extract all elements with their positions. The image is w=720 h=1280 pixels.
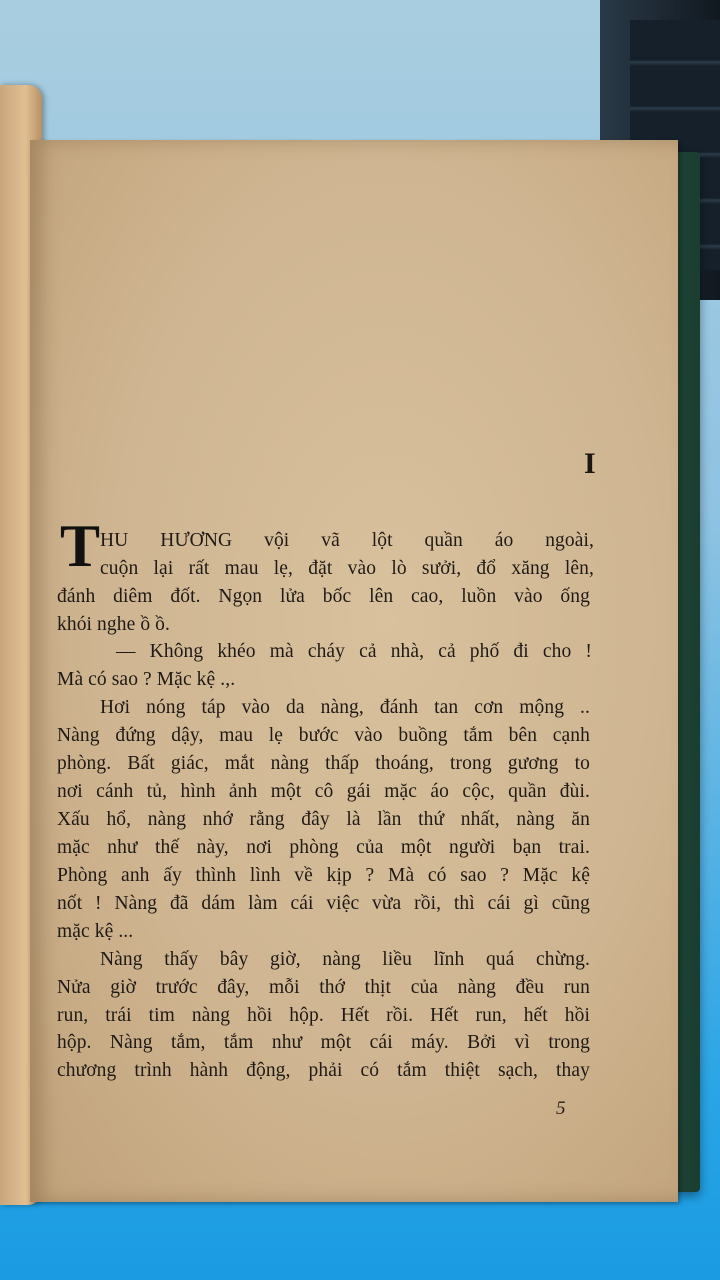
text-line: chương trình hành động, phải có tắm thiệt sạch, thay [57, 1060, 590, 1081]
text-line: Nàng đứng dậy, mau lẹ bước vào buồng tắm bên cạnh [57, 725, 590, 746]
text-line: phòng. Bất giác, mắt nàng thấp thoáng, trong gương to [57, 753, 590, 774]
text-line: Nửa giờ trước đây, mỗi thớ thịt của nàng đều run [57, 977, 590, 998]
page-number: 5 [556, 1098, 566, 1119]
text-line: Nàng thấy bây giờ, nàng liều lĩnh quá chừng. [100, 949, 590, 970]
text-line: mặc như thế này, nơi phòng của một người bạn trai. [57, 837, 590, 858]
text-line: hộp. Nàng tắm, tắm như một cái máy. Bởi vì trong [57, 1032, 590, 1053]
text-line: Hơi nóng táp vào da nàng, đánh tan cơn mộng .. [100, 697, 590, 718]
drop-cap: T [60, 513, 101, 579]
text-line: — Không khéo mà cháy cả nhà, cả phố đi cho ! [116, 641, 592, 662]
text-line: khói nghe ồ ồ. [57, 614, 170, 635]
text-line: Xấu hổ, nàng nhớ rằng đây là lần thứ nhất, nàng ăn [57, 809, 590, 830]
text-line: nốt ! Nàng đã dám làm cái việc vừa rồi, thì cái gì cũng [57, 893, 590, 914]
text-line: HU HƯƠNG vội vã lột quần áo ngoài, [100, 530, 594, 551]
text-line: đánh diêm đốt. Ngọn lửa bốc lên cao, luồn vào ống [57, 586, 590, 607]
text-line: run, trái tim nàng hồi hộp. Hết rồi. Hết run, hết hồi [57, 1005, 590, 1026]
text-line: mặc kệ ... [57, 921, 134, 942]
text-line: nơi cánh tủ, hình ảnh một cô gái mặc áo cộc, quần đùi. [57, 781, 590, 802]
text-line: cuộn lại rất mau lẹ, đặt vào lò sưởi, đổ xăng lên, [100, 558, 594, 579]
text-line: Phòng anh ấy thình lình về kịp ? Mà có sao ? Mặc kệ [57, 865, 590, 886]
text-line: Mà có sao ? Mặc kệ .,. [57, 669, 236, 690]
chapter-number: I [584, 447, 596, 480]
